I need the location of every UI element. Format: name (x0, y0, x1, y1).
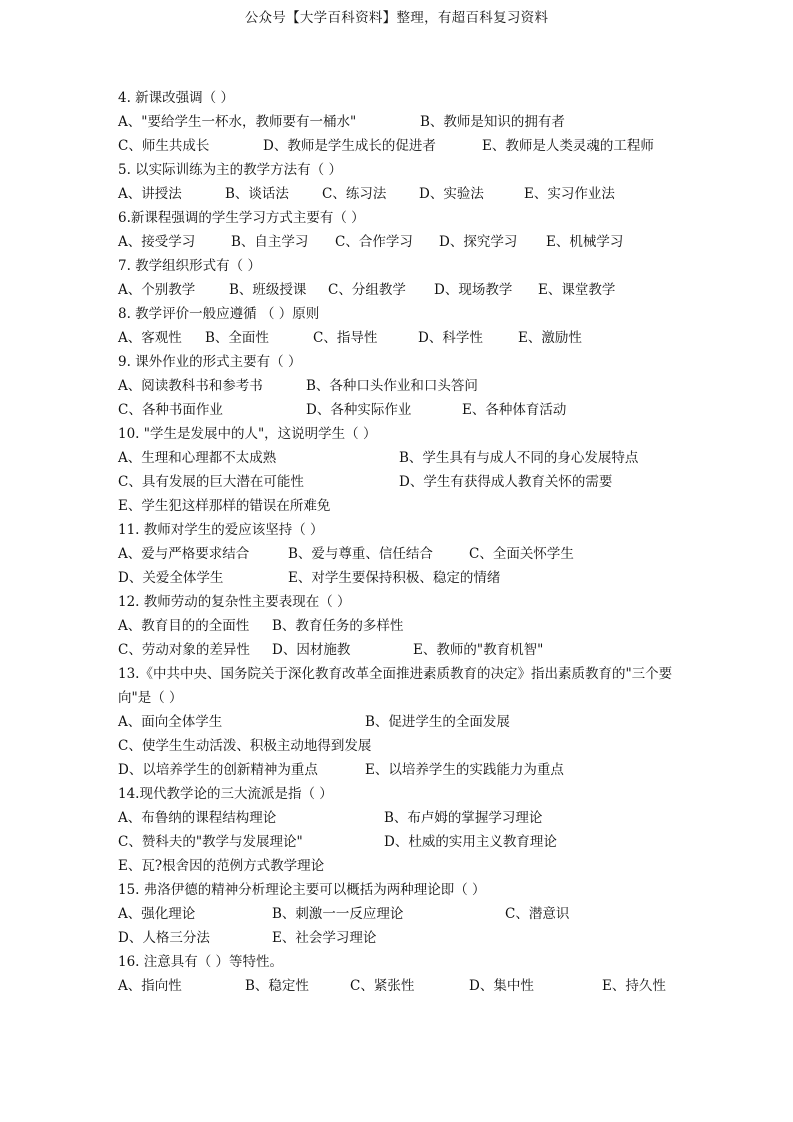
answer-option: D、探究学习 (439, 234, 518, 250)
answer-option: E、机械学习 (546, 234, 624, 250)
option-line (118, 110, 688, 134)
answer-option: B、布卢姆的掌握学习理论 (384, 810, 543, 826)
answer-option: C、赞科夫的"教学与发展理论" (118, 834, 303, 850)
answer-option: D、人格三分法 (118, 930, 210, 946)
answer-option: E、教师的"教育机智" (413, 642, 544, 658)
answer-option: E、学生犯这样那样的错误在所难免 (118, 498, 331, 514)
option-line (118, 230, 688, 254)
answer-option: A、生理和心理都不太成熟 (118, 450, 277, 466)
answer-option: D、教师是学生成长的促进者 (263, 138, 436, 154)
answer-option: C、紧张性 (350, 978, 415, 994)
option-line (118, 470, 688, 494)
option-line (118, 926, 688, 950)
answer-option: E、课堂教学 (538, 282, 616, 298)
option-line (118, 854, 688, 878)
question-line: 13.《中共中央、国务院关于深化教育改革全面推进素质教育的决定》指出素质教育的"三个要向"是（ ） (118, 666, 673, 706)
answer-option: C、使学生生动活泼、积极主动地得到发展 (118, 738, 372, 754)
question-line: 16. 注意具有（ ）等特性。 (118, 954, 284, 970)
option-line (118, 134, 688, 158)
answer-option: A、教育目的的全面性 (118, 618, 250, 634)
answer-option: B、稳定性 (245, 978, 309, 994)
answer-option: E、社会学习理论 (272, 930, 377, 946)
answer-option: A、指向性 (118, 978, 182, 994)
option-line (118, 806, 688, 830)
answer-option: C、分组教学 (328, 282, 406, 298)
answer-option: E、各种体育活动 (462, 402, 567, 418)
answer-option: B、爱与尊重、信任结合 (288, 546, 433, 562)
question-line: 12. 教师劳动的复杂性主要表现在（ ） (118, 594, 351, 610)
answer-option: D、因材施教 (272, 642, 351, 658)
answer-option: B、各种口头作业和口头答问 (306, 378, 478, 394)
answer-option: A、个别教学 (118, 282, 196, 298)
answer-option: B、班级授课 (229, 282, 307, 298)
question-line: 4. 新课改强调（ ） (118, 90, 234, 106)
answer-option: A、阅读教科书和参考书 (118, 378, 263, 394)
question-line: 7. 教学组织形式有（ ） (118, 258, 261, 274)
answer-option: E、瓦?根舍因的范例方式教学理论 (118, 858, 325, 874)
answer-option: C、全面关怀学生 (469, 546, 574, 562)
question-list (118, 86, 688, 998)
answer-option: D、以培养学生的创新精神为重点 (118, 762, 318, 778)
answer-option: A、强化理论 (118, 906, 196, 922)
answer-option: D、科学性 (418, 330, 483, 346)
answer-option: C、劳动对象的差异性 (118, 642, 250, 658)
answer-option: C、师生共成长 (118, 138, 210, 154)
option-line (118, 278, 688, 302)
answer-option: D、学生有获得成人教育关怀的需要 (399, 474, 613, 490)
answer-option: A、"要给学生一杯水，教师要有一桶水" (118, 114, 357, 130)
answer-option: A、接受学习 (118, 234, 196, 250)
answer-option: B、教育任务的多样性 (272, 618, 404, 634)
question-line: 10. "学生是发展中的人"，这说明学生（ ） (118, 426, 377, 442)
answer-option: B、全面性 (205, 330, 269, 346)
answer-option: D、现场教学 (434, 282, 513, 298)
answer-option: D、关爱全体学生 (118, 570, 224, 586)
option-line (118, 398, 688, 422)
answer-option: A、讲授法 (118, 186, 182, 202)
answer-option: A、布鲁纳的课程结构理论 (118, 810, 277, 826)
option-line (118, 542, 688, 566)
answer-option: E、教师是人类灵魂的工程师 (482, 138, 654, 154)
option-line (118, 638, 688, 662)
option-line (118, 614, 688, 638)
answer-option: A、爱与严格要求结合 (118, 546, 250, 562)
answer-option: E、实习作业法 (524, 186, 615, 202)
question-line: 5. 以实际训练为主的教学方法有（ ） (118, 162, 342, 178)
option-line (118, 974, 688, 998)
answer-option: D、各种实际作业 (306, 402, 412, 418)
page-header: 公众号【大学百科资料】整理，有超百科复习资料 (244, 10, 549, 26)
option-line (118, 902, 688, 926)
option-line (118, 566, 688, 590)
question-line: 11. 教师对学生的爱应该坚持（ ） (118, 522, 324, 538)
option-line (118, 758, 688, 782)
answer-option: C、具有发展的巨大潜在可能性 (118, 474, 304, 490)
answer-option: B、学生具有与成人不同的身心发展特点 (399, 450, 639, 466)
question-line: 6.新课程强调的学生学习方式主要有（ ） (118, 210, 365, 226)
answer-option: A、面向全体学生 (118, 714, 223, 730)
option-line (118, 374, 688, 398)
answer-option: B、促进学生的全面发展 (365, 714, 510, 730)
option-line (118, 494, 688, 518)
answer-option: B、教师是知识的拥有者 (420, 114, 565, 130)
option-line (118, 830, 688, 854)
answer-option: D、集中性 (469, 978, 534, 994)
option-line (118, 446, 688, 470)
answer-option: B、刺激一一反应理论 (272, 906, 404, 922)
answer-option: B、自主学习 (231, 234, 309, 250)
answer-option: C、练习法 (322, 186, 387, 202)
option-line (118, 710, 688, 734)
option-line (118, 734, 688, 758)
question-line: 15. 弗洛伊德的精神分析理论主要可以概括为两种理论即（ ） (118, 882, 486, 898)
answer-option: C、合作学习 (335, 234, 413, 250)
option-line (118, 182, 688, 206)
answer-option: C、潜意识 (505, 906, 570, 922)
answer-option: D、实验法 (419, 186, 484, 202)
answer-option: A、客观性 (118, 330, 182, 346)
question-line: 14.现代教学论的三大流派是指（ ） (118, 786, 333, 802)
answer-option: E、持久性 (602, 978, 666, 994)
answer-option: C、各种书面作业 (118, 402, 223, 418)
answer-option: E、对学生要保持积极、稳定的情绪 (288, 570, 501, 586)
option-line (118, 326, 688, 350)
question-line: 9. 课外作业的形式主要有（ ） (118, 354, 302, 370)
answer-option: C、指导性 (313, 330, 378, 346)
answer-option: B、谈话法 (225, 186, 289, 202)
answer-option: E、激励性 (518, 330, 582, 346)
question-line: 8. 教学评价一般应遵循 （ ）原则 (118, 306, 320, 322)
answer-option: E、以培养学生的实践能力为重点 (365, 762, 564, 778)
answer-option: D、杜威的实用主义教育理论 (384, 834, 557, 850)
